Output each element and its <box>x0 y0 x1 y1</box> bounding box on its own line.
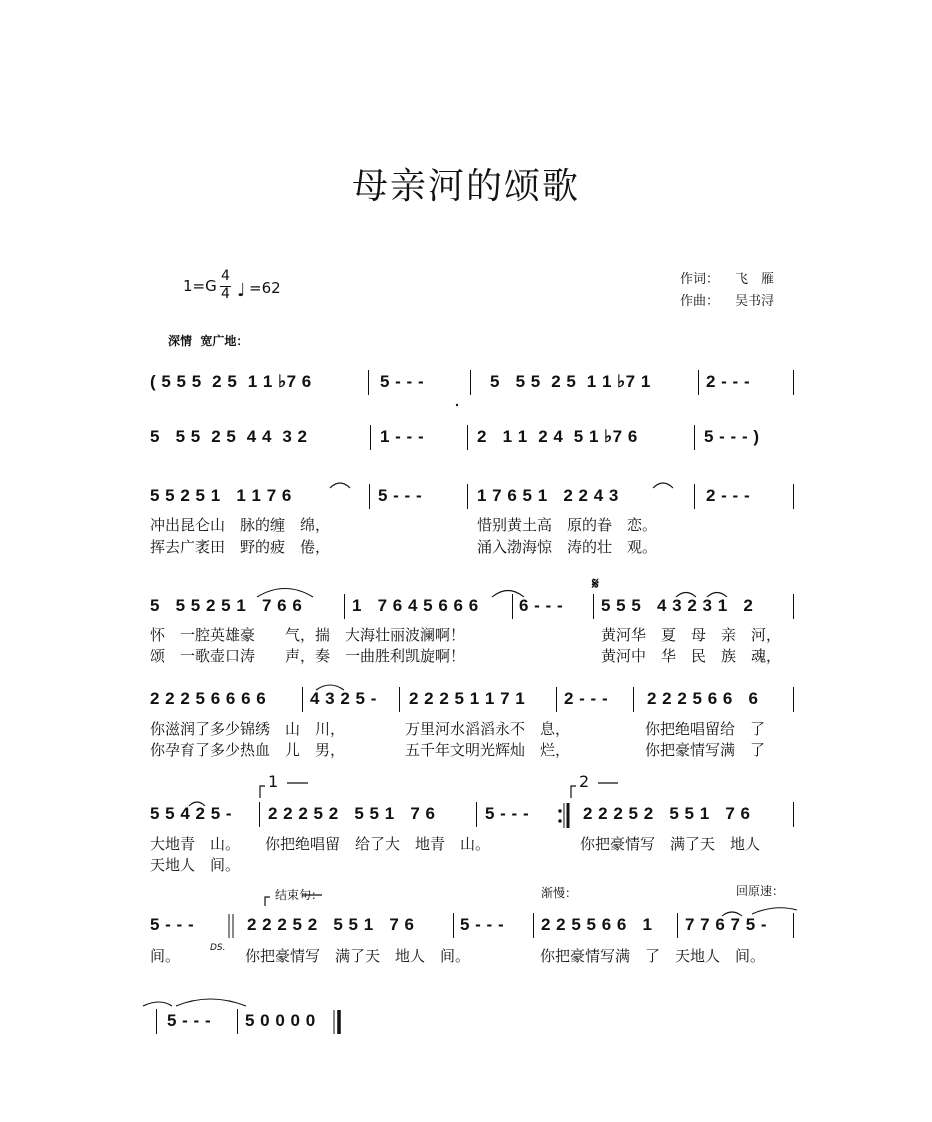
lyric-line: 大地青 山。 <box>150 835 241 853</box>
measure-notes: 5 - - - <box>380 372 425 391</box>
lyric-line: 黄河华 夏 母 亲 河， <box>601 626 782 644</box>
measure-notes: 5 5 5 4 3 2 3 1 2 <box>601 596 754 615</box>
slur <box>143 1002 172 1006</box>
slur <box>189 802 205 806</box>
lyric-line: 颂 一歌壶口涛 声，奏 一曲胜利凯旋啊！ <box>150 647 466 665</box>
measure-notes: 5 5 5 2 5 1 1 ♭7 1 <box>490 372 651 391</box>
time-signature-denominator: 4 <box>221 286 230 302</box>
volta-1-bracket <box>260 786 265 798</box>
measure-notes: 2 2 2 5 2 5 5 1 7 6 <box>268 804 436 823</box>
measure-notes: 4 3 2 5 - <box>310 689 377 708</box>
measure-notes: 5 - - - <box>150 915 195 934</box>
segno-icon: 𝄋 <box>592 574 599 593</box>
measure-notes: 2 2 2 5 6 6 6 6 <box>150 689 267 708</box>
measure-notes: 2 2 2 5 2 5 5 1 7 6 <box>247 915 415 934</box>
measure-notes: 1 - - - <box>380 427 425 446</box>
composer-label: 作曲： <box>680 294 720 309</box>
lyric-line: 你把豪情写满 了 天地人 间。 <box>540 947 766 965</box>
measure-notes: 2 2 2 5 2 5 5 1 7 6 <box>583 804 751 823</box>
lyric-line: 涌入渤海惊 涛的壮 观。 <box>477 538 658 556</box>
measure-notes: 5 5 5 2 5 4 4 3 2 <box>150 427 308 446</box>
measure-notes: 1 7 6 5 1 2 2 4 3 <box>477 486 619 505</box>
lyric-line: 你把豪情写满 了 <box>645 741 766 759</box>
measure-notes: 5 5 5 2 5 1 7 6 6 <box>150 596 303 615</box>
slur <box>707 593 727 598</box>
lyricist-label: 作词： <box>680 272 720 287</box>
a-tempo-label: 回原速： <box>736 884 785 898</box>
lyric-line: 你把绝唱留给 了 <box>645 720 766 738</box>
measure-notes: 5 - - - <box>460 915 505 934</box>
page-title: 母亲河的颂歌 <box>351 166 580 207</box>
lyric-line: 五千年文明光辉灿 烂， <box>405 741 571 759</box>
lyric-line: 你把绝唱留 给了大 地青 山。 <box>265 835 491 853</box>
lyric-line: 你孕育了多少热血 儿 男， <box>150 741 346 759</box>
measure-notes: 2 - - - <box>564 689 609 708</box>
slur <box>492 591 524 598</box>
measure-notes: 2 2 2 5 1 1 7 1 <box>409 689 526 708</box>
measure-notes: 1 7 6 4 5 6 6 6 <box>352 596 479 615</box>
measure-notes: 2 2 2 5 6 6 6 <box>647 689 759 708</box>
coda-label: 结束句： <box>275 888 324 902</box>
lyric-line: 黄河中 华 民 族 魂， <box>601 647 782 665</box>
slur <box>176 999 246 1006</box>
measure-notes: 5 5 4 2 5 - <box>150 804 233 823</box>
measure-notes: 5 - - - <box>167 1011 212 1030</box>
measure-notes: 5 - - - <box>485 804 530 823</box>
time-signature-numerator: 4 <box>221 268 230 284</box>
measure-notes: 5 - - - ) <box>704 427 760 446</box>
lyric-line: 天地人 间。 <box>150 856 241 874</box>
slur <box>653 483 673 488</box>
lyric-line: 冲出昆仑山 脉的缠 绵， <box>150 516 331 534</box>
volta-2-bracket <box>571 786 576 798</box>
slur <box>722 912 742 916</box>
measure-notes: 5 0 0 0 0 <box>245 1011 316 1030</box>
composer-name: 吴书浔 <box>735 294 775 309</box>
key-signature: 1=G <box>183 277 217 295</box>
repeat-dot <box>558 819 561 822</box>
measure-notes: ( 5 5 5 2 5 1 1 ♭7 6 <box>150 372 312 391</box>
measure-notes: 2 1 1 2 4 5 1 ♭7 6 <box>477 427 638 446</box>
expression-marking: 深情 宽广地： <box>168 334 249 348</box>
measure-notes: 2 2 5 5 6 6 1 <box>541 915 653 934</box>
lyric-line: 你把豪情写 满了天 地人 间。 <box>245 947 471 965</box>
slur <box>676 593 696 598</box>
lyric-line: 你把豪情写 满了天 地人 <box>580 835 761 853</box>
repeat-dot <box>558 809 561 812</box>
coda-bracket <box>265 897 270 906</box>
measure-notes: 5 5 2 5 1 1 1 7 6 <box>150 486 292 505</box>
lyric-line: 怀 一腔英雄豪 气，揣 大海壮丽波澜啊！ <box>150 626 466 644</box>
ritardando-label: 渐慢： <box>541 886 578 900</box>
volta-1-number: 1 <box>268 772 279 791</box>
tempo-marking: =62 <box>249 279 281 297</box>
measure-notes: 5 - - - <box>378 486 423 505</box>
volta-2-number: 2 <box>579 772 590 791</box>
measure-notes: 2 - - - <box>706 486 751 505</box>
lyric-line: 你滋润了多少锦绣 山 川， <box>150 720 346 738</box>
slur <box>257 589 313 598</box>
slur <box>752 908 797 914</box>
lyricist-name: 飞 雁 <box>735 272 775 287</box>
quarter-note-icon: ♩ <box>237 280 246 301</box>
lyric-line: 惜别黄土高 原的眷 恋。 <box>477 516 658 534</box>
slur <box>330 483 350 488</box>
mark-dot <box>456 404 458 406</box>
measure-notes: 2 - - - <box>706 372 751 391</box>
lyric-line: 间。 <box>150 947 181 965</box>
measure-notes: 7 7 6 7 5 - <box>685 915 768 934</box>
dal-segno-marking: DS. <box>210 943 226 953</box>
measure-notes: 6 - - - <box>519 596 564 615</box>
lyric-line: 挥去广袤田 野的疲 倦， <box>150 538 331 556</box>
slur <box>316 685 344 690</box>
lyric-line: 万里河水滔滔永不 息， <box>405 720 571 738</box>
